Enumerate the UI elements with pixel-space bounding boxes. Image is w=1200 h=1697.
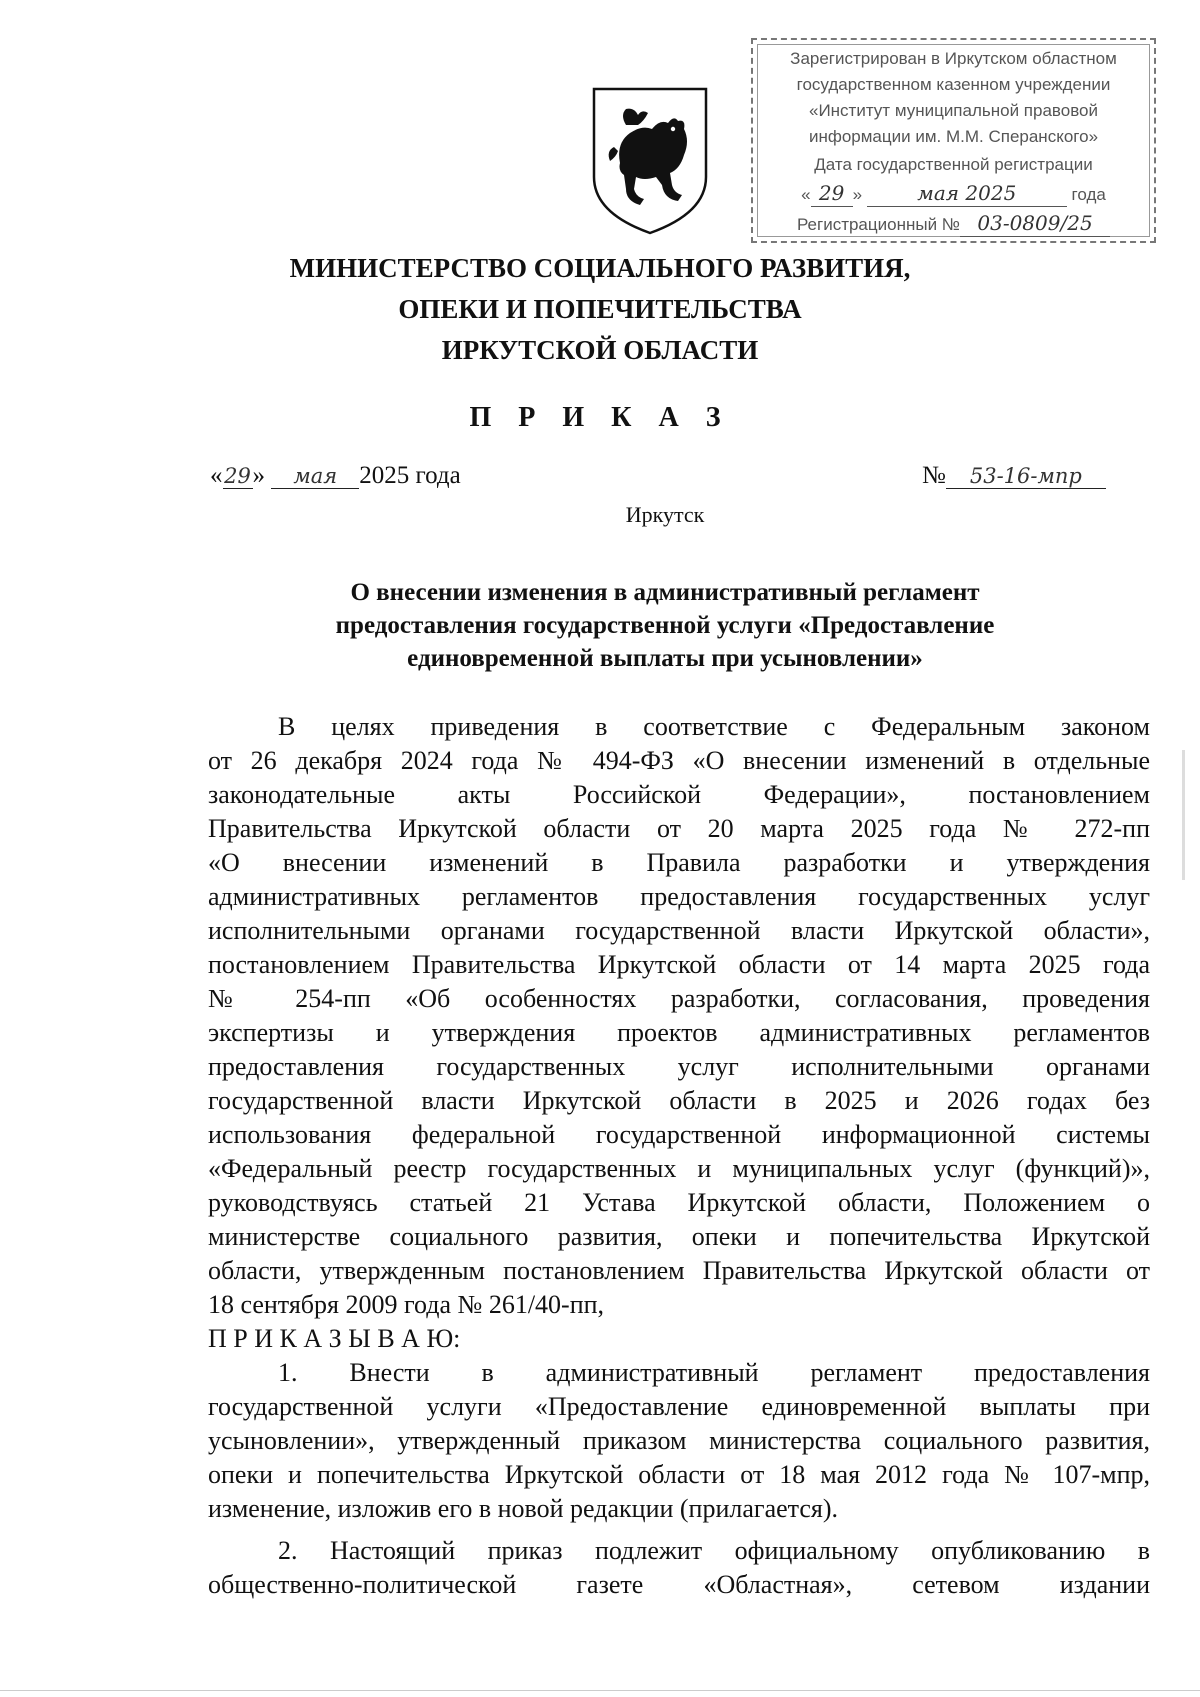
stamp-line-5: Дата государственной регистрации	[814, 155, 1093, 174]
stamp-date-day: 29	[811, 180, 853, 207]
stamp-registration-date	[753, 180, 1154, 208]
stamp-date-month-year: мая 2025	[867, 180, 1067, 207]
document-type: П Р И К А З	[469, 402, 731, 433]
body-line: государственной власти Иркутской области в 2025 и 2026 годах без	[208, 1086, 1150, 1115]
item-line: общественно-политической газете «Областная», сетевом издании	[208, 1570, 1150, 1599]
stamp-line-4: информации им. М.М. Сперанского»	[808, 127, 1099, 146]
item-line: изменение, изложив его в новой редакции (прилагается).	[208, 1494, 838, 1523]
body-line: экспертизы и утверждения проектов административных регламентов	[208, 1018, 1150, 1047]
body-line: руководствуясь статьей 21 Устава Иркутской области, Положением о	[208, 1188, 1150, 1217]
order-number-label: №	[922, 462, 946, 489]
item-line: усыновлении», утвержденный приказом министерства социального развития,	[208, 1426, 1150, 1455]
body-line: «Федеральный реестр государственных и муниципальных услуг (функций)»,	[208, 1154, 1150, 1183]
body-line: от 26 декабря 2024 года № 494-ФЗ «О внесении изменений в отдельные	[208, 746, 1150, 775]
registration-stamp	[751, 38, 1156, 243]
body-line: постановлением Правительства Иркутской области от 14 марта 2025 года	[208, 950, 1150, 979]
body-line: исполнительными органами государственной власти Иркутской области»,	[208, 916, 1150, 945]
order-date-day: 29	[224, 464, 251, 488]
item-line: 1. Внести в административный регламент предоставления	[278, 1358, 1150, 1387]
stamp-date-close: »	[852, 185, 863, 204]
order-title-line-2: предоставления государственной услуги «Предоставление	[335, 612, 995, 639]
body-line: министерстве социального развития, опеки и попечительства Иркутской	[208, 1222, 1150, 1251]
ministry-name-line-1: МИНИСТЕРСТВО СОЦИАЛЬНОГО РАЗВИТИЯ,	[289, 253, 911, 283]
order-number	[922, 462, 1106, 490]
body-line: использования федеральной государственной информационной системы	[208, 1120, 1150, 1149]
order-date-month: мая	[271, 464, 359, 489]
order-date-open: «	[210, 462, 223, 489]
order-title-line-1: О внесении изменения в административный регламент	[350, 579, 980, 606]
item-line: 2. Настоящий приказ подлежит официальному опубликованию в	[278, 1536, 1150, 1565]
order-title-line-3: единовременной выплаты при усыновлении»	[407, 645, 923, 672]
irkutsk-coat-of-arms-icon	[590, 85, 710, 237]
order-date-close: »	[252, 462, 265, 489]
item-line: государственной услуги «Предоставление единовременной выплаты при	[208, 1392, 1150, 1421]
ministry-name-line-2: ОПЕКИ И ПОПЕЧИТЕЛЬСТВА	[398, 294, 802, 324]
stamp-line-1: Зарегистрирован в Иркутском областном	[790, 49, 1117, 68]
body-line: В целях приведения в соответствие с Федеральным законом	[278, 712, 1150, 741]
ministry-name-line-3: ИРКУТСКОЙ ОБЛАСТИ	[441, 335, 759, 365]
stamp-date-open: «	[801, 185, 811, 204]
body-line: 18 сентября 2009 года № 261/40-пп,	[208, 1290, 605, 1319]
order-city: Иркутск	[625, 502, 705, 527]
stamp-date-suffix: года	[1071, 185, 1106, 204]
stamp-line-3: «Институт муниципальной правовой	[808, 101, 1099, 120]
order-title	[200, 576, 1130, 675]
stamp-reg-label: Регистрационный №	[796, 215, 961, 234]
order-date-year: 2025 года	[359, 462, 461, 489]
scan-margin-mark	[1182, 750, 1185, 880]
scan-bottom-edge	[0, 1690, 1200, 1691]
order-number-value: 53-16-мпр	[946, 464, 1106, 489]
body-line: области, утвержденным постановлением Правительства Иркутской области от	[208, 1256, 1150, 1285]
stamp-line-2: государственном казенном учреждении	[796, 75, 1111, 94]
stamp-reg-number: 03-0809/25	[960, 210, 1110, 237]
body-line: Правительства Иркутской области от 20 марта 2025 года № 272-пп	[208, 814, 1150, 843]
body-line: «О внесении изменений в Правила разработки и утверждения	[208, 848, 1150, 877]
body-line: предоставления государственных услуг исполнительными органами	[208, 1052, 1150, 1081]
body-line: № 254-пп «Об особенностях разработки, согласования, проведения	[208, 984, 1150, 1013]
stamp-registration-number	[753, 210, 1154, 238]
body-line: законодательные акты Российской Федерации», постановлением	[208, 780, 1150, 809]
body-line: административных регламентов предоставления государственных услуг	[208, 882, 1150, 911]
item-line: опеки и попечительства Иркутской области от 18 мая 2012 года № 107-мпр,	[208, 1460, 1150, 1489]
decree-heading: П Р И К А З Ы В А Ю:	[208, 1324, 461, 1353]
order-date	[210, 462, 461, 490]
